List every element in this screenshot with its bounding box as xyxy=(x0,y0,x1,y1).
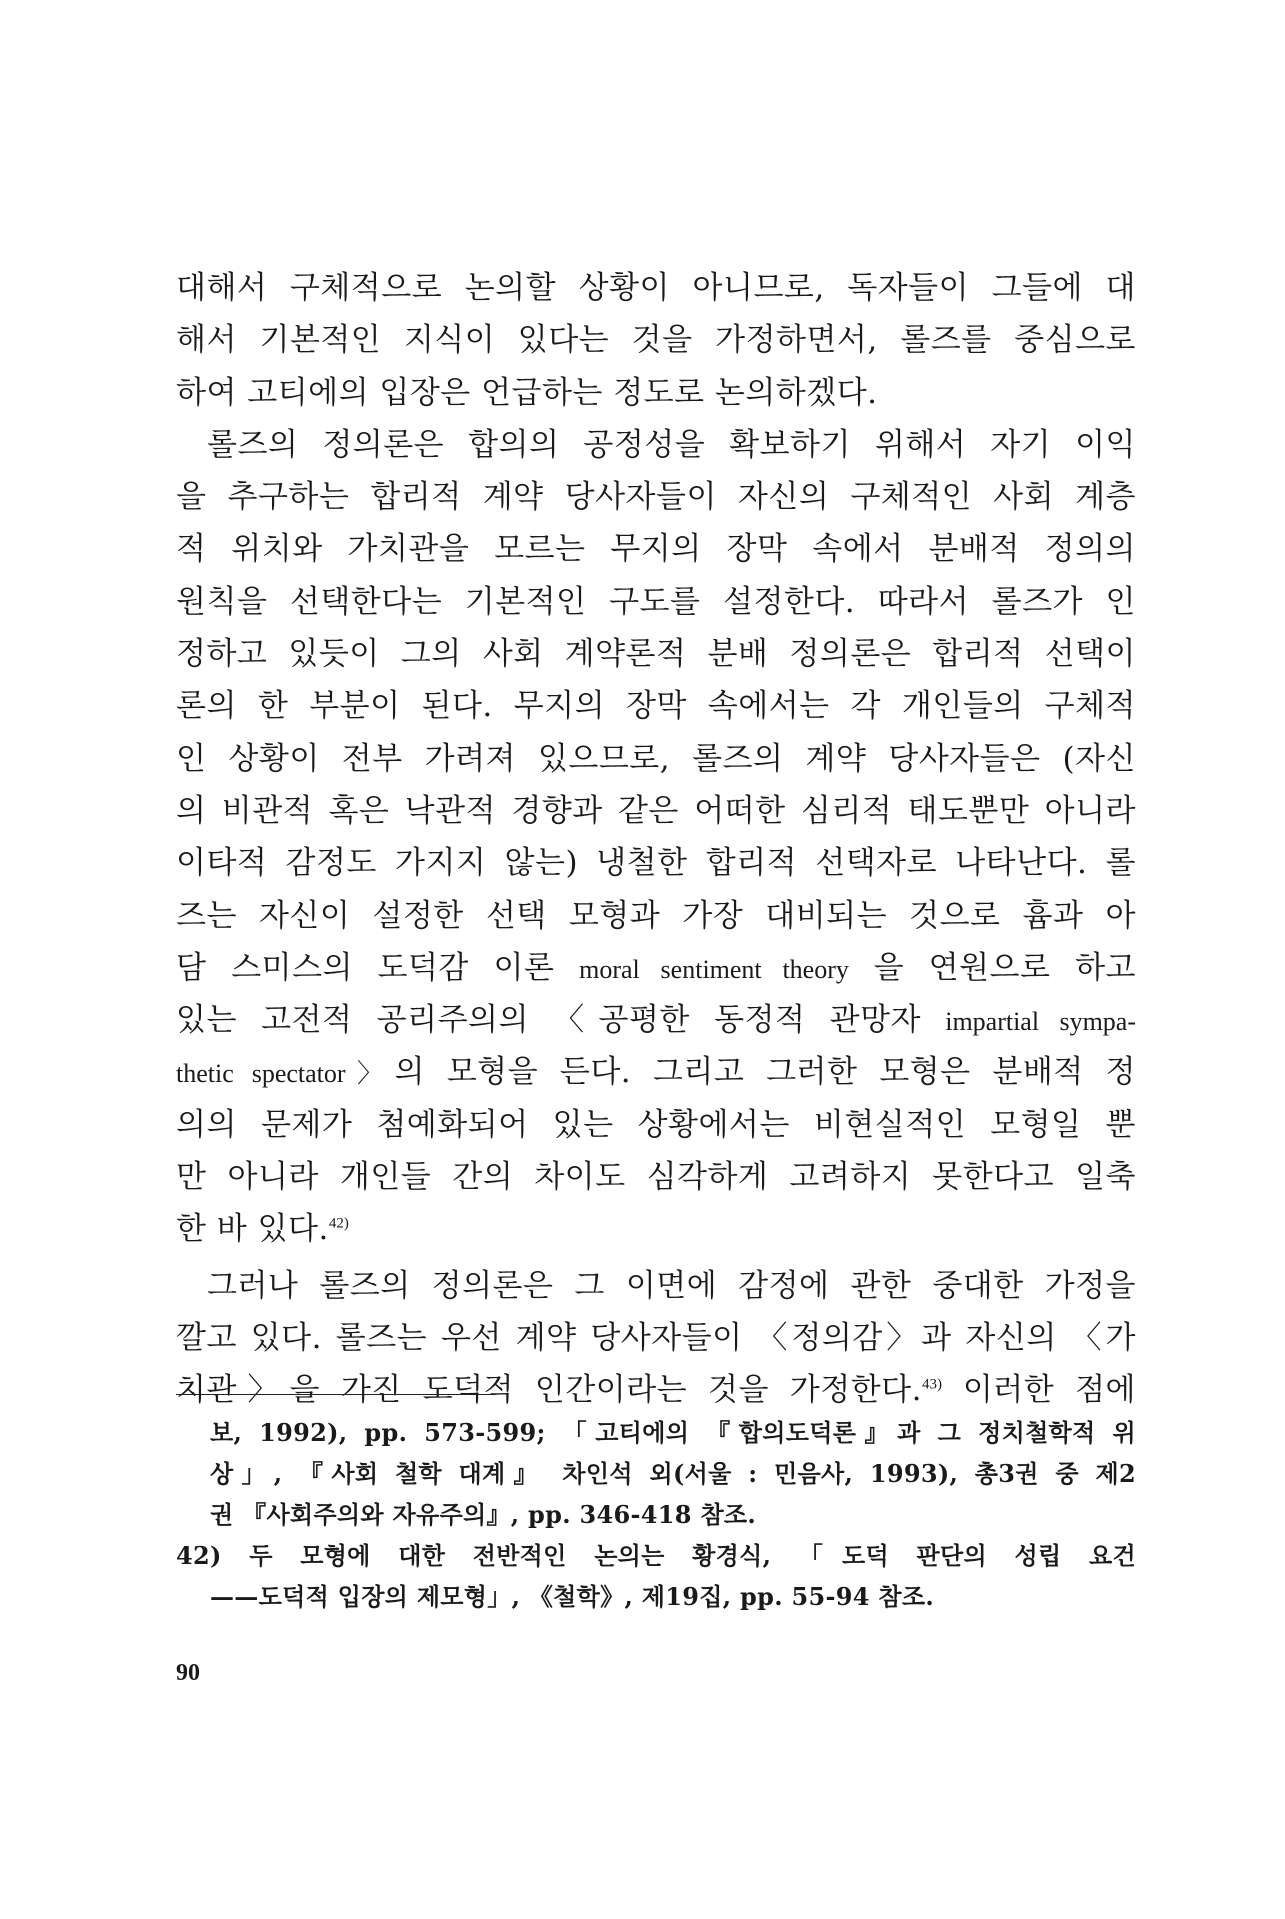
text-line: 원칙을 선택한다는 기본적인 구도를 설정한다. 따라서 롤즈가 인 xyxy=(176,583,1136,620)
latin-term: impartial sympa- xyxy=(945,1007,1136,1037)
paragraph-start-line: 롤즈의 정의론은 합의의 공정성을 확보하기 위해서 자기 이익 xyxy=(207,426,1136,463)
text-line: 의 비관적 혹은 낙관적 경향과 같은 어떠한 심리적 태도뿐만 아니라 xyxy=(176,792,1136,829)
footnote-reference: 43) xyxy=(921,1376,942,1393)
text-line-with-footnote xyxy=(176,1203,1136,1255)
text-segment: 을 연원으로 하고 xyxy=(873,949,1136,986)
footnotes xyxy=(176,1412,1136,1617)
text-line: 이타적 감정도 가지지 않는) 냉철한 합리적 선택자로 나타난다. 롤 xyxy=(176,845,1136,882)
text-line: 대해서 구체적으로 논의할 상황이 아니므로, 독자들이 그들에 대 xyxy=(176,270,1136,306)
page-number: 90 xyxy=(176,1660,200,1686)
text-line: 즈는 자신이 설정한 선택 모형과 가장 대비되는 것으로 흄과 아 xyxy=(176,897,1136,934)
text-segment: 의 모형을 든다. 그리고 그러한 모형은 분배적 정 xyxy=(394,1054,1136,1091)
text-line: 의의 문제가 첨예화되어 있는 상황에서는 비현실적인 모형일 뿐 xyxy=(176,1106,1136,1143)
text-line: 정하고 있듯이 그의 사회 계약론적 분배 정의론은 합리적 선택이 xyxy=(176,636,1136,673)
text-line-with-footnote xyxy=(176,1364,1136,1416)
body-text xyxy=(176,262,1136,1417)
text-segment: 치관〉을 가진 도덕적 인간이라는 것을 가정한다. xyxy=(176,1372,922,1409)
text-line: 론의 한 부분이 된다. 무지의 장막 속에서는 각 개인들의 구체적 xyxy=(176,688,1136,725)
text-line: 을 추구하는 합리적 계약 당사자들이 자신의 구체적인 사회 계층 xyxy=(176,479,1136,516)
text-line-mixed xyxy=(176,994,1136,1046)
footnote-line: 상」, 『사회 철학 대계』 차인석 외(서울 : 민음사, 1993), 총3권 중 제2 xyxy=(210,1459,1136,1488)
text-line: 적 위치와 가치관을 모르는 무지의 장막 속에서 분배적 정의의 xyxy=(176,531,1136,568)
text-segment: 있는 고전적 공리주의의 〈공평한 동정적 관망자 xyxy=(176,1002,921,1039)
paragraph-start-line: 그러나 롤즈의 정의론은 그 이면에 감정에 관한 중대한 가정을 xyxy=(207,1267,1136,1304)
text-line: 하여 고티에의 입장은 언급하는 정도로 논의하겠다. xyxy=(176,374,878,411)
footnote-line: 42) 두 모형에 대한 전반적인 논의는 황경식, 「도덕 판단의 성립 요건 xyxy=(176,1541,1136,1570)
footnote-line: 권 『사회주의와 자유주의』, pp. 346-418 참조. xyxy=(210,1500,757,1529)
text-line: 인 상황이 전부 가려져 있으므로, 롤즈의 계약 당사자들은 (자신 xyxy=(176,740,1136,777)
text-line: 해서 기본적인 지식이 있다는 것을 가정하면서, 롤즈를 중심으로 xyxy=(176,322,1136,359)
text-line-mixed xyxy=(176,942,1136,994)
text-segment: 담 스미스의 도덕감 이론 xyxy=(176,949,555,986)
text-line: 만 아니라 개인들 간의 차이도 심각하게 고려하지 못한다고 일축 xyxy=(176,1159,1136,1196)
footnote-line: 보, 1992), pp. 573-599; 「고티에의 『합의도덕론』과 그 정치철학적 위 xyxy=(210,1418,1136,1447)
footnote-line: ——도덕적 입장의 제모형」, 《철학》, 제19집, pp. 55-94 참조. xyxy=(210,1582,935,1611)
footnote-reference: 42) xyxy=(328,1216,349,1233)
text-line-mixed xyxy=(176,1046,1136,1098)
footnote-separator xyxy=(176,1394,496,1395)
text-segment: 이러한 점에 xyxy=(962,1372,1136,1409)
text-line: 깔고 있다. 롤즈는 우선 계약 당사자들이 〈정의감〉과 자신의 〈가 xyxy=(176,1319,1136,1356)
text-segment: 한 바 있다. xyxy=(176,1211,329,1248)
latin-term: thetic spectator〉 xyxy=(176,1059,395,1089)
latin-term: moral sentiment theory xyxy=(579,954,849,984)
